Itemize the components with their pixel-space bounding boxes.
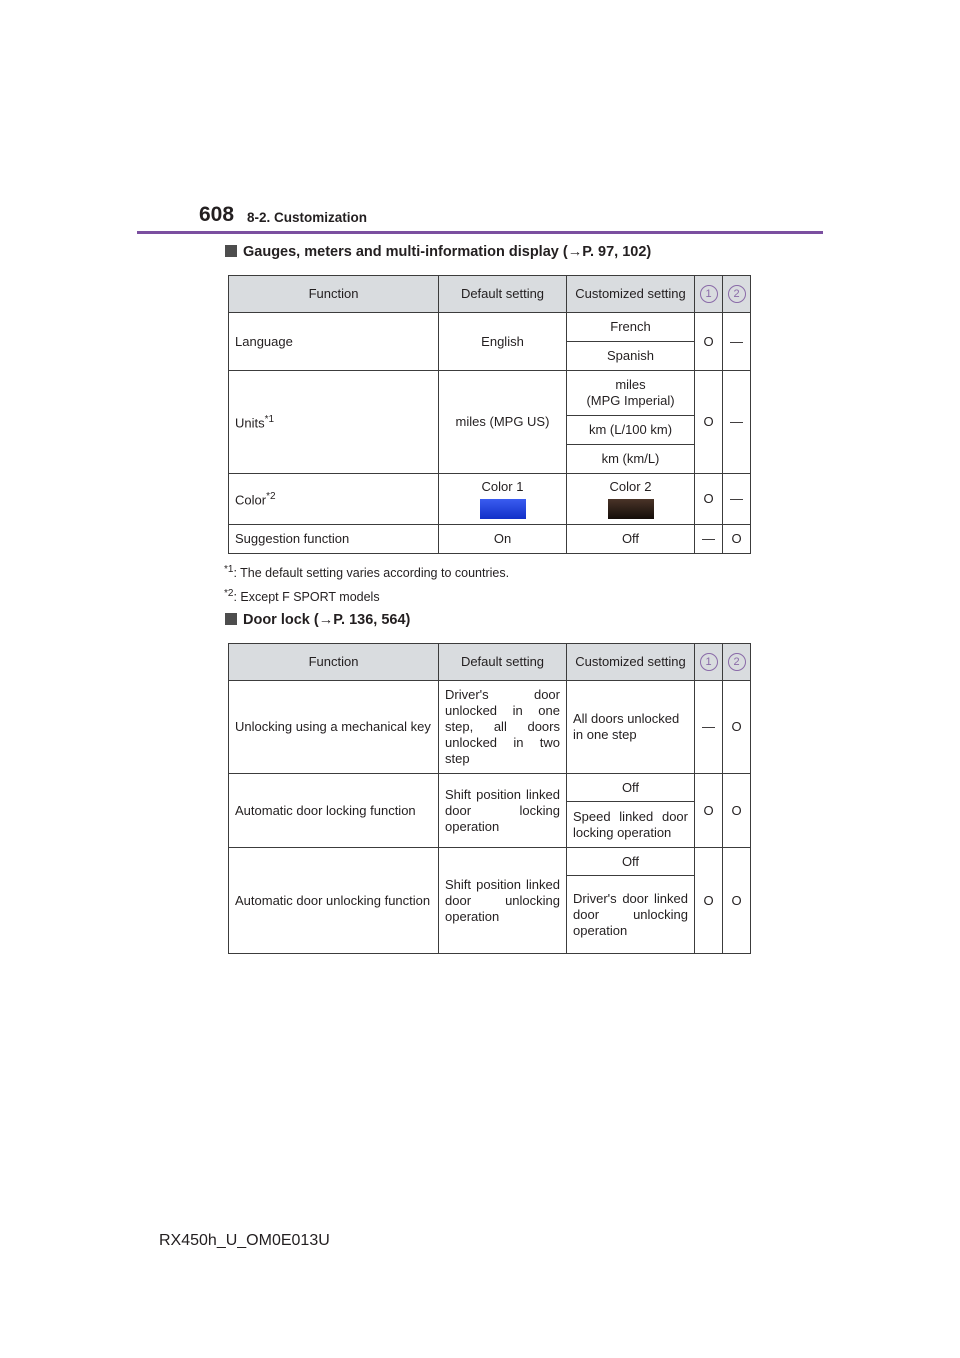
- col-1: [695, 644, 723, 681]
- table-row: [229, 681, 751, 774]
- square-bullet-icon: [225, 613, 237, 625]
- auto-lock-function: Automatic door locking function: [229, 774, 439, 848]
- mechanical-mark1: —: [695, 681, 723, 774]
- door-lock-heading-text: Door lock (→P. 136, 564): [243, 612, 411, 628]
- auto-unlock-function: Automatic door unlocking function: [229, 848, 439, 954]
- auto-lock-default: Shift position linked door locking operation: [439, 774, 567, 848]
- color-mark2: —: [723, 474, 751, 525]
- units-mark2: —: [723, 371, 751, 474]
- footnote-1: [224, 564, 509, 580]
- language-function: Language: [229, 313, 439, 371]
- circled-1-icon: 1: [700, 285, 718, 303]
- language-opt2: Spanish: [567, 342, 695, 371]
- color-default: [439, 474, 567, 525]
- table-row: [229, 848, 751, 876]
- footnote-mark: *1: [264, 414, 275, 426]
- language-default: English: [439, 313, 567, 371]
- auto-unlock-opt2: Driver's door linked door unlocking operation: [567, 876, 695, 954]
- auto-unlock-default: Shift position linked door unlocking operation: [439, 848, 567, 954]
- auto-unlock-mark1: O: [695, 848, 723, 954]
- color-swatch-dark: [608, 499, 654, 519]
- circled-2-icon: 2: [728, 653, 746, 671]
- door-lock-table: [228, 643, 751, 954]
- color-custom-label: Color 2: [609, 479, 652, 494]
- color-function: [229, 474, 439, 525]
- col-custom: Customized setting: [567, 644, 695, 681]
- units-label: Units: [235, 415, 265, 431]
- auto-lock-mark2: O: [723, 774, 751, 848]
- color-default-label: Color 1: [481, 479, 524, 494]
- footnote-mark: *1: [224, 564, 234, 575]
- table-row: [229, 371, 751, 416]
- auto-lock-opt1: Off: [567, 774, 695, 802]
- language-mark2: —: [723, 313, 751, 371]
- suggestion-function: Suggestion function: [229, 525, 439, 554]
- language-mark1: O: [695, 313, 723, 371]
- suggestion-mark2: O: [723, 525, 751, 554]
- suggestion-mark1: —: [695, 525, 723, 554]
- circled-1-icon: 1: [700, 653, 718, 671]
- footnote-mark: *2: [266, 491, 276, 503]
- table-row: [229, 474, 751, 525]
- page-number: 608: [199, 203, 235, 226]
- suggestion-custom: Off: [567, 525, 695, 554]
- units-opt3: km (km/L): [567, 445, 695, 474]
- table-row: [229, 774, 751, 802]
- square-bullet-icon: [225, 245, 237, 257]
- gauges-heading-text: Gauges, meters and multi-information display (→P. 97, 102): [243, 244, 652, 260]
- header-rule: [137, 231, 823, 234]
- mechanical-default: Driver's door unlocked in one step, all doors unlocked in two step: [439, 681, 567, 774]
- mechanical-mark2: O: [723, 681, 751, 774]
- col-2: [723, 276, 751, 313]
- auto-unlock-mark2: O: [723, 848, 751, 954]
- suggestion-default: On: [439, 525, 567, 554]
- door-lock-heading: [225, 612, 410, 628]
- auto-lock-mark1: O: [695, 774, 723, 848]
- model-code: RX450h_U_OM0E013U: [159, 1232, 330, 1249]
- color-custom: [567, 474, 695, 525]
- language-opt1: French: [567, 313, 695, 342]
- mechanical-function: Unlocking using a mechanical key: [229, 681, 439, 774]
- auto-unlock-opt1: Off: [567, 848, 695, 876]
- col-function: Function: [229, 644, 439, 681]
- color-swatch-blue: [480, 499, 526, 519]
- footnote-text: : The default setting varies according to countries.: [233, 566, 510, 581]
- circled-2-icon: 2: [728, 285, 746, 303]
- col-function: Function: [229, 276, 439, 313]
- units-opt1: miles (MPG Imperial): [567, 371, 695, 416]
- units-opt2: km (L/100 km): [567, 416, 695, 445]
- mechanical-custom: All doors unlocked in one step: [567, 681, 695, 774]
- col-default: Default setting: [439, 276, 567, 313]
- col-default: Default setting: [439, 644, 567, 681]
- table-row: [229, 313, 751, 342]
- footnote-mark: *2: [224, 588, 234, 599]
- color-mark1: O: [695, 474, 723, 525]
- table-header-row: [229, 276, 751, 313]
- table-row: [229, 525, 751, 554]
- footnote-text: : Except F SPORT models: [233, 590, 380, 605]
- color-label: Color: [235, 492, 267, 508]
- col-custom: Customized setting: [567, 276, 695, 313]
- col-1: [695, 276, 723, 313]
- gauges-heading: [225, 244, 651, 260]
- units-function: [229, 371, 439, 474]
- gauges-table: [228, 275, 751, 554]
- col-2: [723, 644, 751, 681]
- units-default: miles (MPG US): [439, 371, 567, 474]
- auto-lock-opt2: Speed linked door locking operation: [567, 802, 695, 848]
- table-header-row: [229, 644, 751, 681]
- footnote-2: [224, 588, 380, 604]
- units-mark1: O: [695, 371, 723, 474]
- section-title: 8-2. Customization: [247, 210, 368, 225]
